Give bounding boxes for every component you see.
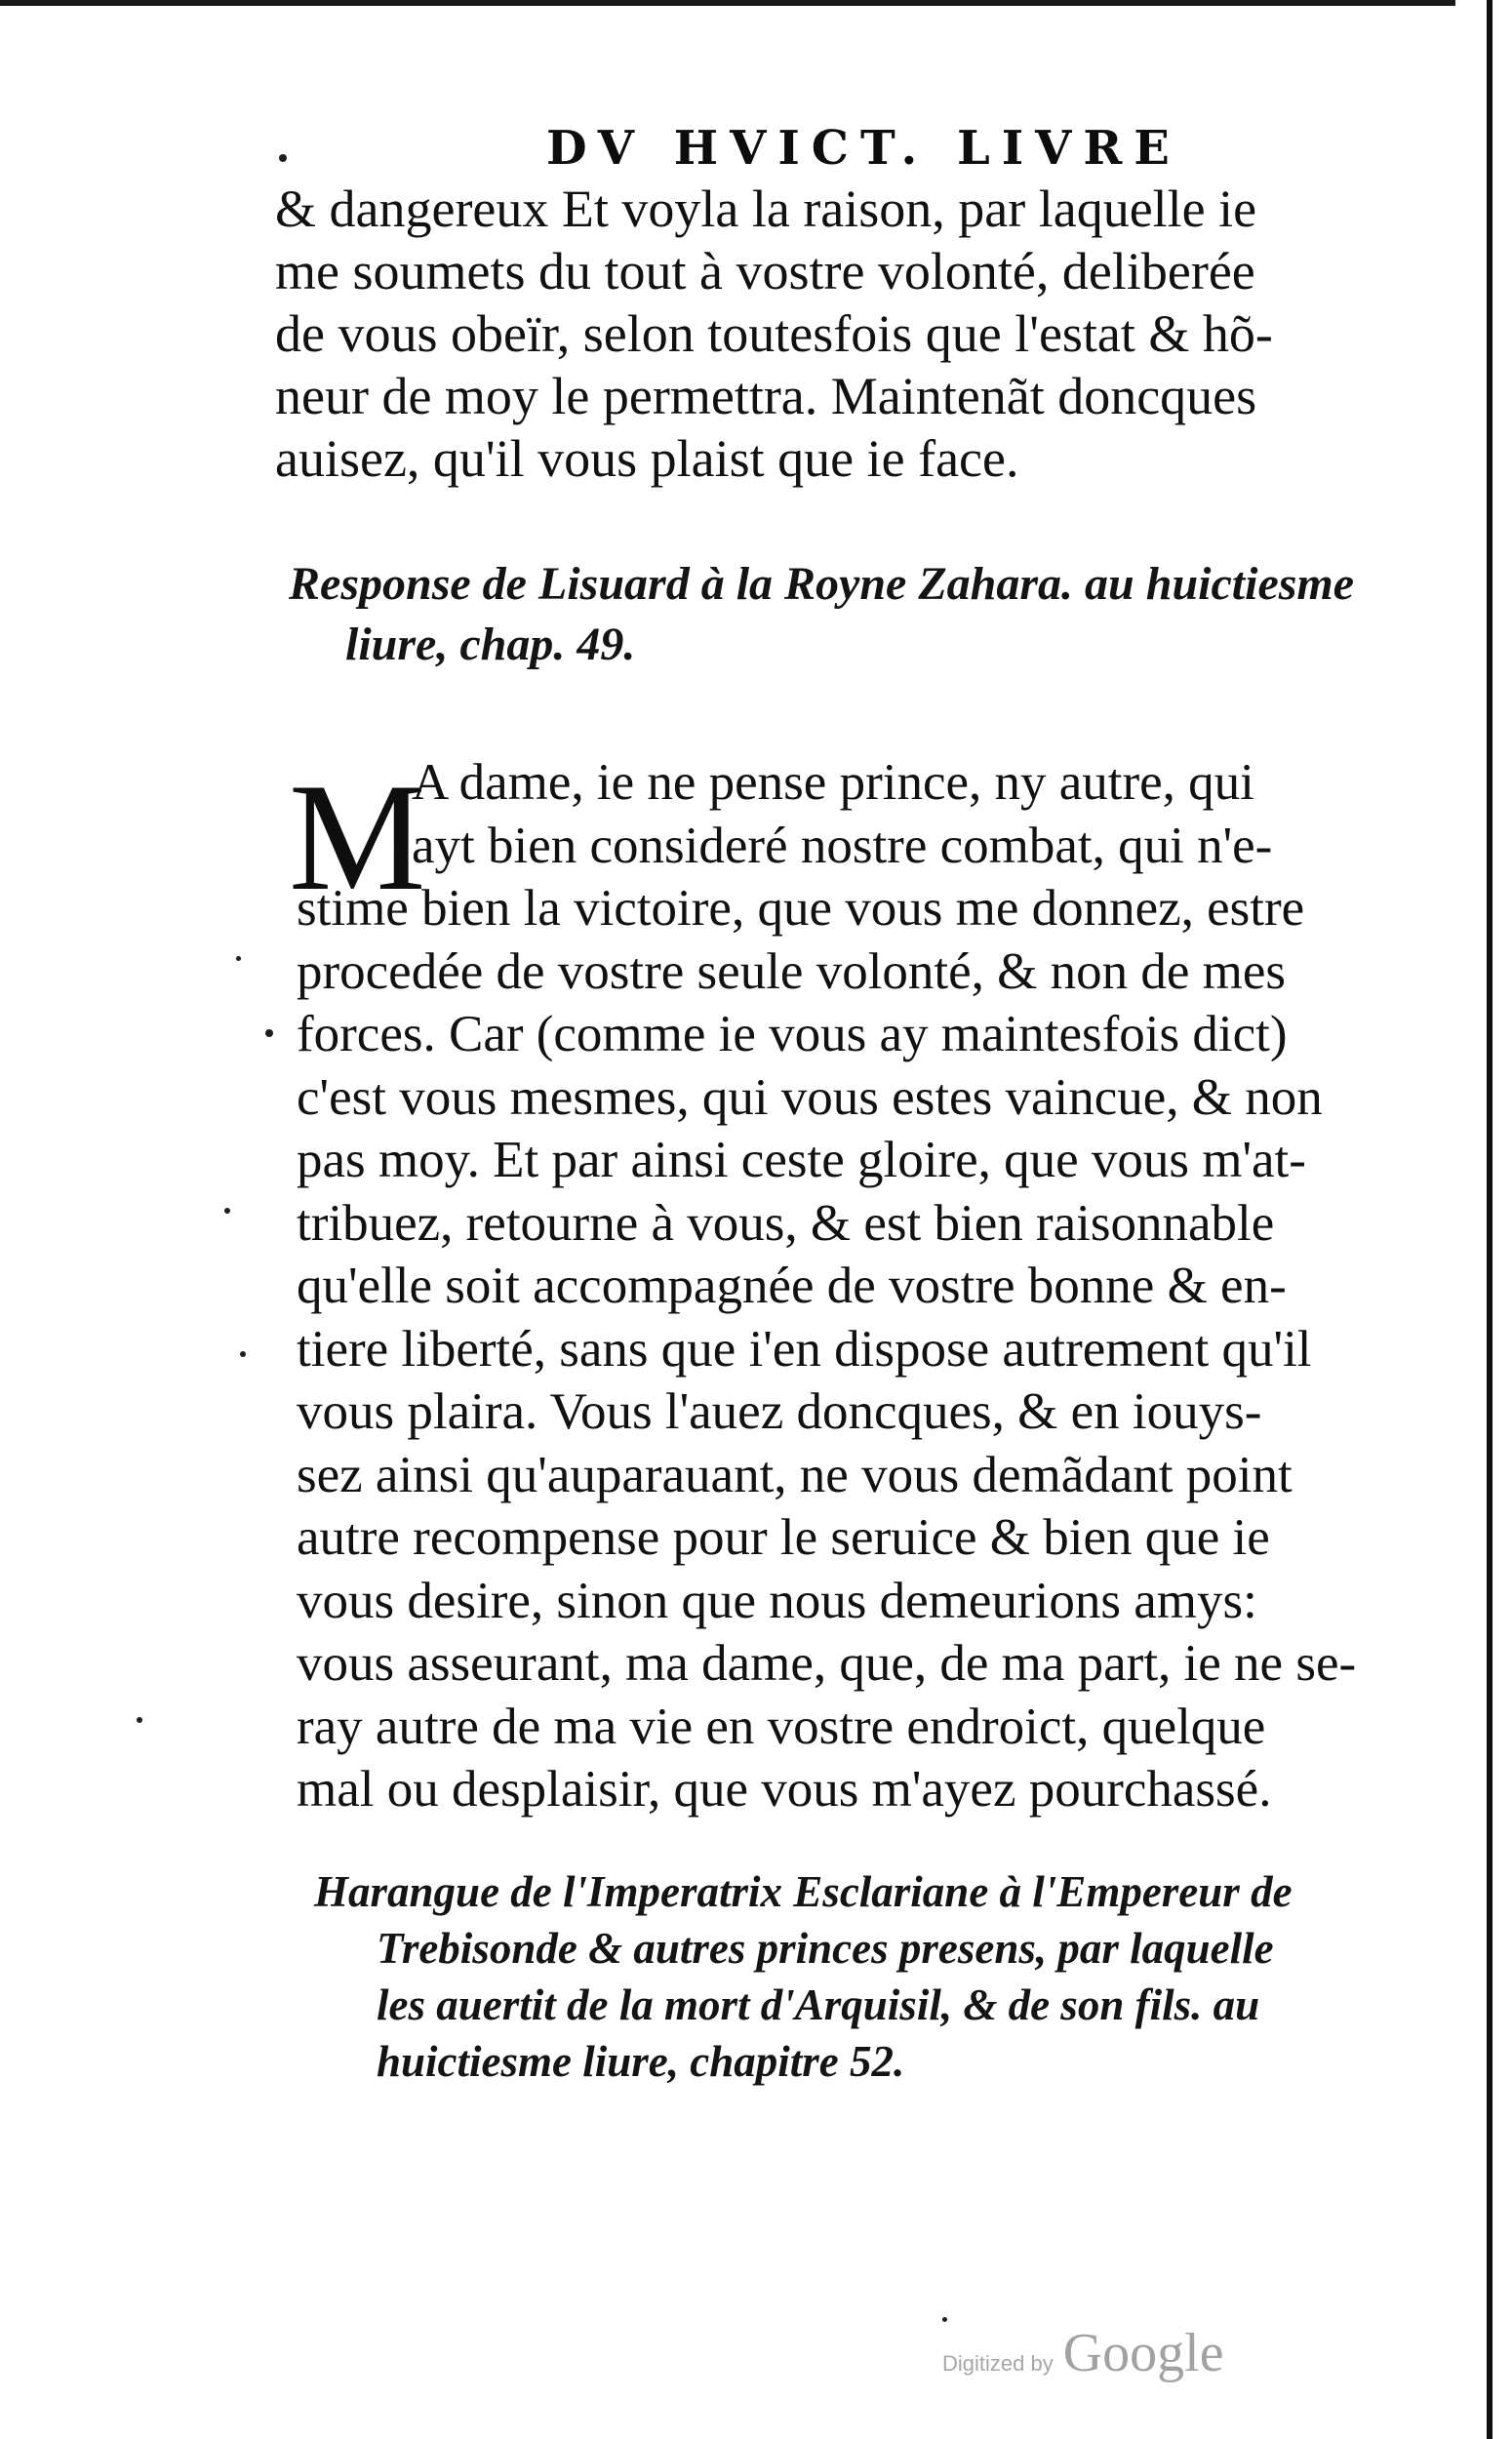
scan-speck: [279, 154, 287, 162]
text-line: mal ou desplaisir, que vous m'ayez pourchassé.: [297, 1761, 1272, 1818]
scan-top-edge: [0, 0, 1455, 6]
text-line: c'est vous mesmes, qui vous estes vaincue, & non: [297, 1068, 1323, 1126]
scan-right-margin: [1455, 0, 1512, 2439]
text-line: qu'elle soit accompagnée de vostre bonne & en-: [297, 1258, 1287, 1314]
scan-speck: [240, 1351, 246, 1357]
scan-speck: [236, 956, 241, 961]
text-line: vous asseurant, ma dame, que, de ma part, ie ne se-: [297, 1635, 1357, 1692]
running-head: DV HVICT. LIVRE: [546, 121, 1181, 176]
scan-speck: [137, 1717, 142, 1723]
passage-top: [275, 178, 1358, 490]
heading-line: huictiesme liure, chapitre 52.: [377, 2037, 905, 2086]
text-line: ray autre de ma vie en vostre endroict, quelque: [297, 1698, 1266, 1755]
text-line: procedée de vostre seule volonté, & non de mes: [297, 942, 1287, 1000]
heading-line: liure, chap. 49.: [345, 619, 636, 670]
text-line: forces. Car (comme ie vous ay maintesfois dict): [297, 1006, 1288, 1062]
text-line: tiere liberté, sans que i'en dispose autrement qu'il: [297, 1320, 1312, 1378]
heading-line: les auertit de la mort d'Arquisil, & de son fils. au: [377, 1980, 1260, 2029]
watermark-prefix: Digitized by: [942, 2351, 1054, 2376]
text-line: stime bien la victoire, que vous me donnez, estre: [297, 880, 1305, 937]
digitized-watermark: [942, 2322, 1224, 2384]
chapter-heading-49: [289, 554, 1362, 675]
text-line: vous desire, sinon que nous demeurions amys:: [297, 1572, 1257, 1629]
drop-cap: M: [289, 752, 426, 923]
text-line: auisez, qu'il vous plaist que ie face.: [275, 429, 1019, 488]
text-line: & dangereux Et voyla la raison, par laquelle ie: [275, 180, 1257, 238]
text-line: vous plaira. Vous l'auez doncques, & en iouys-: [297, 1383, 1262, 1440]
scan-speck: [224, 1208, 230, 1214]
text-line: neur de moy le permettra. Maintenãt doncques: [275, 367, 1257, 425]
scan-speck: [265, 1029, 273, 1037]
text-line: de vous obeïr, selon toutesfois que l'estat & hõ-: [275, 304, 1273, 363]
text-line: A dame, ie ne pense prince, ny autre, qui: [412, 754, 1254, 811]
passage-main: [297, 751, 1360, 1821]
heading-line: Trebisonde & autres princes presens, par laquelle: [377, 1924, 1274, 1973]
heading-line: Harangue de l'Imperatrix Esclariane à l'Empereur de: [314, 1867, 1293, 1916]
scan-right-edge-line: [1487, 0, 1492, 2439]
google-logo: Google: [1062, 2323, 1224, 2383]
text-line: pas moy. Et par ainsi ceste gloire, que vous m'at-: [297, 1132, 1306, 1188]
heading-line: Response de Lisuard à la Royne Zahara. au huictiesme: [289, 558, 1355, 610]
text-line: autre recompense pour le seruice & bien que ie: [297, 1509, 1270, 1566]
chapter-heading-52: [314, 1863, 1377, 2090]
text-line: tribuez, retourne à vous, & est bien raisonnable: [297, 1194, 1275, 1252]
text-line: me soumets du tout à vostre volonté, deliberée: [275, 242, 1255, 300]
text-line: sez ainsi qu'auparauant, ne vous demãdant point: [297, 1446, 1293, 1503]
text-line: ayt bien consideré nostre combat, qui n'e-: [412, 817, 1273, 874]
